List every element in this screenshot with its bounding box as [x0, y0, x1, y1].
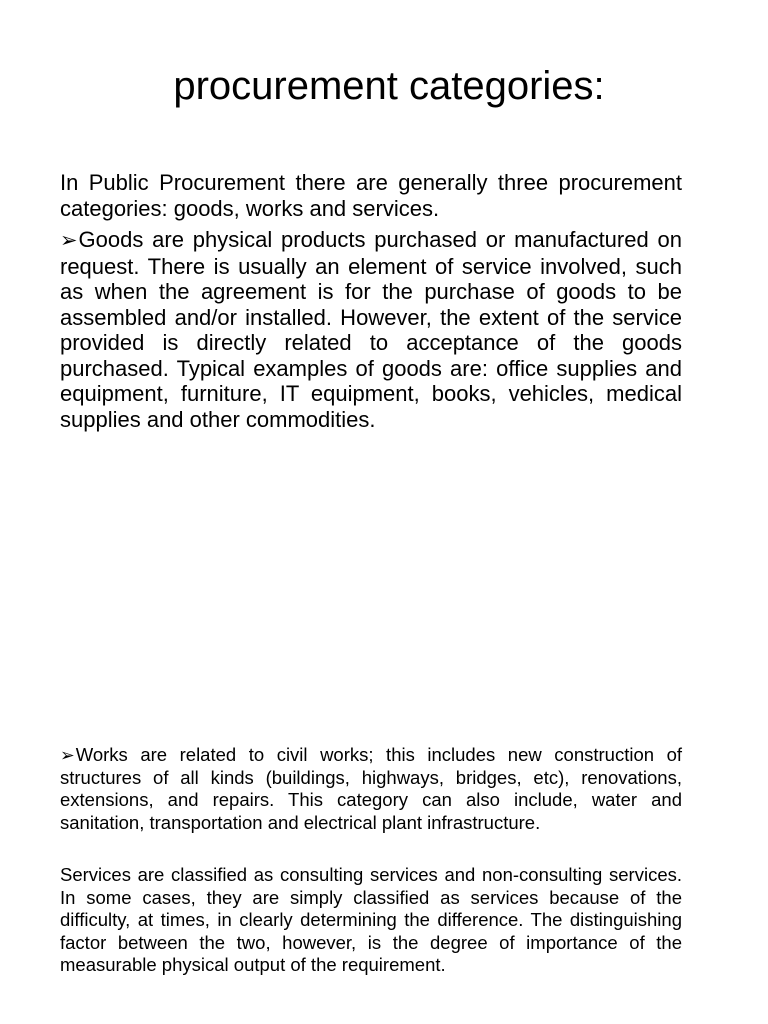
arrow-bullet-icon: ➢ [60, 745, 75, 765]
services-paragraph: Services are classified as consulting services and non-consulting services. In some cases, they are simply classified as services because of the difficulty, at times, in clearly determining the difference. The distinguishing factor between the two, however, is the degree of importance of the measurable physical output of the requirement. [60, 864, 682, 975]
intro-paragraph: In Public Procurement there are generally three procurement categories: goods, works and services. [60, 170, 682, 221]
works-text: Works are related to civil works; this includes new construction of structures of all kinds (buildings, highways, bridges, etc), renovations, extensions, and repairs. This category can also include, water and sanitation, transportation and electrical plant infrastructure. [60, 744, 682, 833]
slide-title: procurement categories: [173, 64, 605, 108]
goods-text: Goods are physical products purchased or manufactured on request. There is usually an element of service involved, such as when the agreement is for the purchase of goods to be assembled and/or installed. However, the extent of the service provided is directly related to acceptance of the goods purchased. Typical examples of goods are: office supplies and equipment, furniture, IT equipment, books, vehicles, medical supplies and other commodities. [60, 227, 682, 432]
arrow-bullet-icon: ➢ [60, 229, 78, 252]
goods-paragraph [60, 227, 682, 432]
works-paragraph [60, 744, 682, 834]
